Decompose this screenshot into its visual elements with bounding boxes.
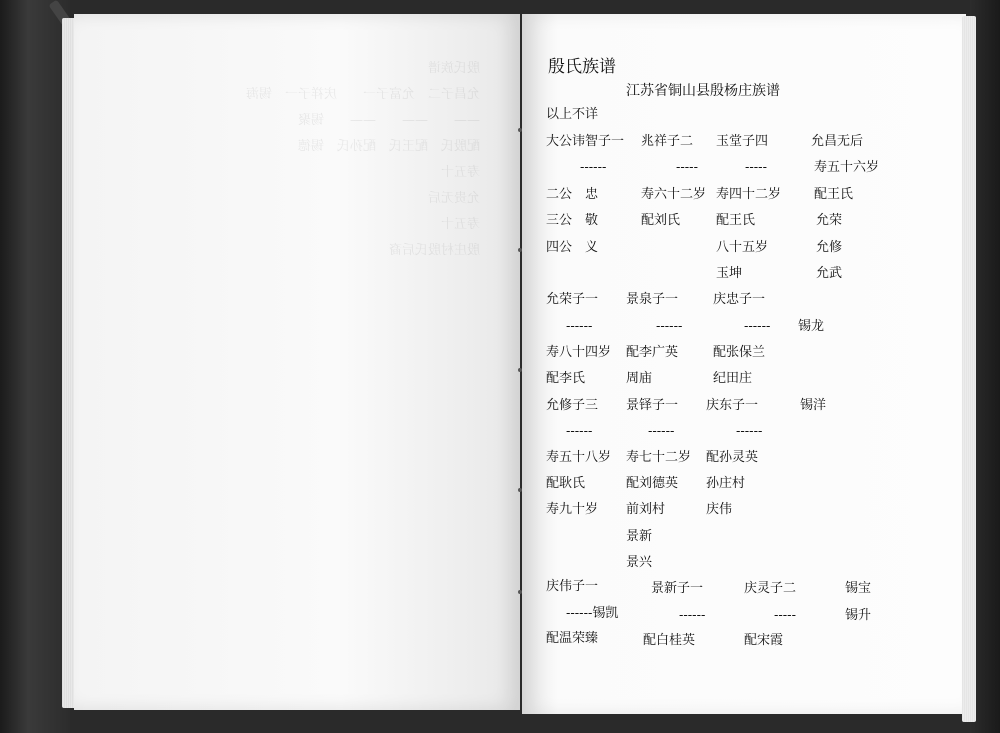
- genealogy-cell: ------: [656, 319, 683, 334]
- genealogy-cell: 兆祥子二: [641, 134, 694, 149]
- genealogy-cell: 允昌无后: [811, 134, 864, 149]
- document-subtitle: 江苏省铜山县殷杨庄族谱: [626, 83, 780, 99]
- genealogy-cell: 寿九十岁: [546, 502, 599, 517]
- background-left: [0, 0, 70, 733]
- genealogy-cell: 允修子三: [546, 398, 599, 413]
- genealogy-cell: 玉堂子四: [716, 134, 769, 149]
- genealogy-cell: ------锡凯: [566, 606, 619, 621]
- genealogy-cell: ------: [566, 319, 593, 334]
- genealogy-cell: 配宋霞: [744, 633, 784, 648]
- genealogy-cell: 寿六十二岁: [641, 187, 707, 202]
- genealogy-cell: 寿四十二岁: [716, 187, 782, 202]
- genealogy-cell: 配白桂英: [643, 633, 696, 648]
- genealogy-cell: 锡升: [845, 608, 872, 623]
- genealogy-cell: -----: [774, 608, 796, 623]
- genealogy-cell: 寿五十八岁: [546, 450, 612, 465]
- genealogy-cell: 配孙灵英: [706, 450, 759, 465]
- bleed-line: 寿五十: [440, 217, 480, 232]
- genealogy-cell: 景泉子一: [626, 292, 679, 307]
- genealogy-cell: 允荣子一: [546, 292, 599, 307]
- bleed-line: 殷庄村殷氏后裔: [388, 243, 480, 258]
- genealogy-cell: 配王氏: [814, 187, 854, 202]
- right-page-edges: [962, 16, 976, 722]
- genealogy-cell: 景兴: [626, 555, 653, 570]
- genealogy-cell: 寿七十二岁: [626, 450, 692, 465]
- genealogy-cell: 景铎子一: [626, 398, 679, 413]
- genealogy-cell: 允荣: [816, 213, 843, 228]
- genealogy-cell: 庆东子一: [706, 398, 759, 413]
- genealogy-cell: 锡龙: [798, 319, 825, 334]
- genealogy-cell: 配耿氏: [546, 476, 586, 491]
- genealogy-cell: 配温荣臻: [546, 631, 599, 646]
- genealogy-cell: ------: [679, 608, 706, 623]
- genealogy-cell: 庆忠子一: [713, 292, 766, 307]
- bleed-line: —— —— —— 锡聚: [297, 113, 480, 128]
- genealogy-cell: 以上不详: [546, 107, 599, 122]
- stitch-hole: [518, 368, 522, 372]
- stitch-hole: [518, 128, 522, 132]
- stitch-hole: [518, 248, 522, 252]
- genealogy-cell: 庆伟子一: [546, 579, 599, 594]
- genealogy-cell: ------: [736, 424, 763, 439]
- genealogy-cell: ------: [566, 424, 593, 439]
- bleed-through-text: [140, 14, 480, 316]
- genealogy-cell: 庆灵子二: [744, 581, 797, 596]
- genealogy-cell: 大公讳智子一: [546, 134, 625, 149]
- genealogy-cell: 前刘村: [626, 502, 666, 517]
- genealogy-cell: 三公 敬: [546, 213, 599, 228]
- genealogy-cell: 景新子一: [651, 581, 704, 596]
- bleed-line: 配殷氏 配王氏 配孙氏 锡德: [297, 139, 480, 154]
- genealogy-cell: -----: [676, 160, 698, 175]
- stitch-hole: [518, 590, 522, 594]
- genealogy-cell: 纪田庄: [713, 371, 753, 386]
- left-page: [74, 14, 520, 710]
- genealogy-cell: 景新: [626, 529, 653, 544]
- binding-stitches: [516, 120, 524, 620]
- genealogy-cell: 配刘德英: [626, 476, 679, 491]
- bleed-line: 殷氏族谱: [427, 61, 480, 76]
- genealogy-cell: 庆伟: [706, 502, 733, 517]
- genealogy-cell: 周庙: [626, 371, 653, 386]
- bleed-line: 允贵无后: [427, 191, 480, 206]
- genealogy-cell: ------: [648, 424, 675, 439]
- genealogy-cell: 四公 义: [546, 240, 599, 255]
- genealogy-cell: ------: [744, 319, 771, 334]
- genealogy-cell: 允武: [816, 266, 843, 281]
- genealogy-cell: 允修: [816, 240, 843, 255]
- genealogy-cell: 配李氏: [546, 371, 586, 386]
- genealogy-cell: 配刘氏: [641, 213, 681, 228]
- document-title: 殷氏族谱: [548, 57, 616, 77]
- bleed-line: 允昌子二 允富子一 庆祥子一 锡海: [245, 87, 480, 102]
- genealogy-cell: 配王氏: [716, 213, 756, 228]
- genealogy-cell: 锡宝: [845, 581, 872, 596]
- genealogy-cell: 锡洋: [800, 398, 827, 413]
- genealogy-cell: ------: [580, 160, 607, 175]
- genealogy-cell: 配李广英: [626, 345, 679, 360]
- stitch-hole: [518, 488, 522, 492]
- genealogy-cell: 配张保兰: [713, 345, 766, 360]
- genealogy-cell: 二公 忠: [546, 187, 599, 202]
- genealogy-cell: -----: [745, 160, 767, 175]
- genealogy-cell: 八十五岁: [716, 240, 769, 255]
- genealogy-cell: 寿五十六岁: [814, 160, 880, 175]
- genealogy-cell: 孙庄村: [706, 476, 746, 491]
- bleed-line: 寿五十: [297, 165, 480, 180]
- genealogy-cell: 玉坤: [716, 266, 743, 281]
- genealogy-cell: 寿八十四岁: [546, 345, 612, 360]
